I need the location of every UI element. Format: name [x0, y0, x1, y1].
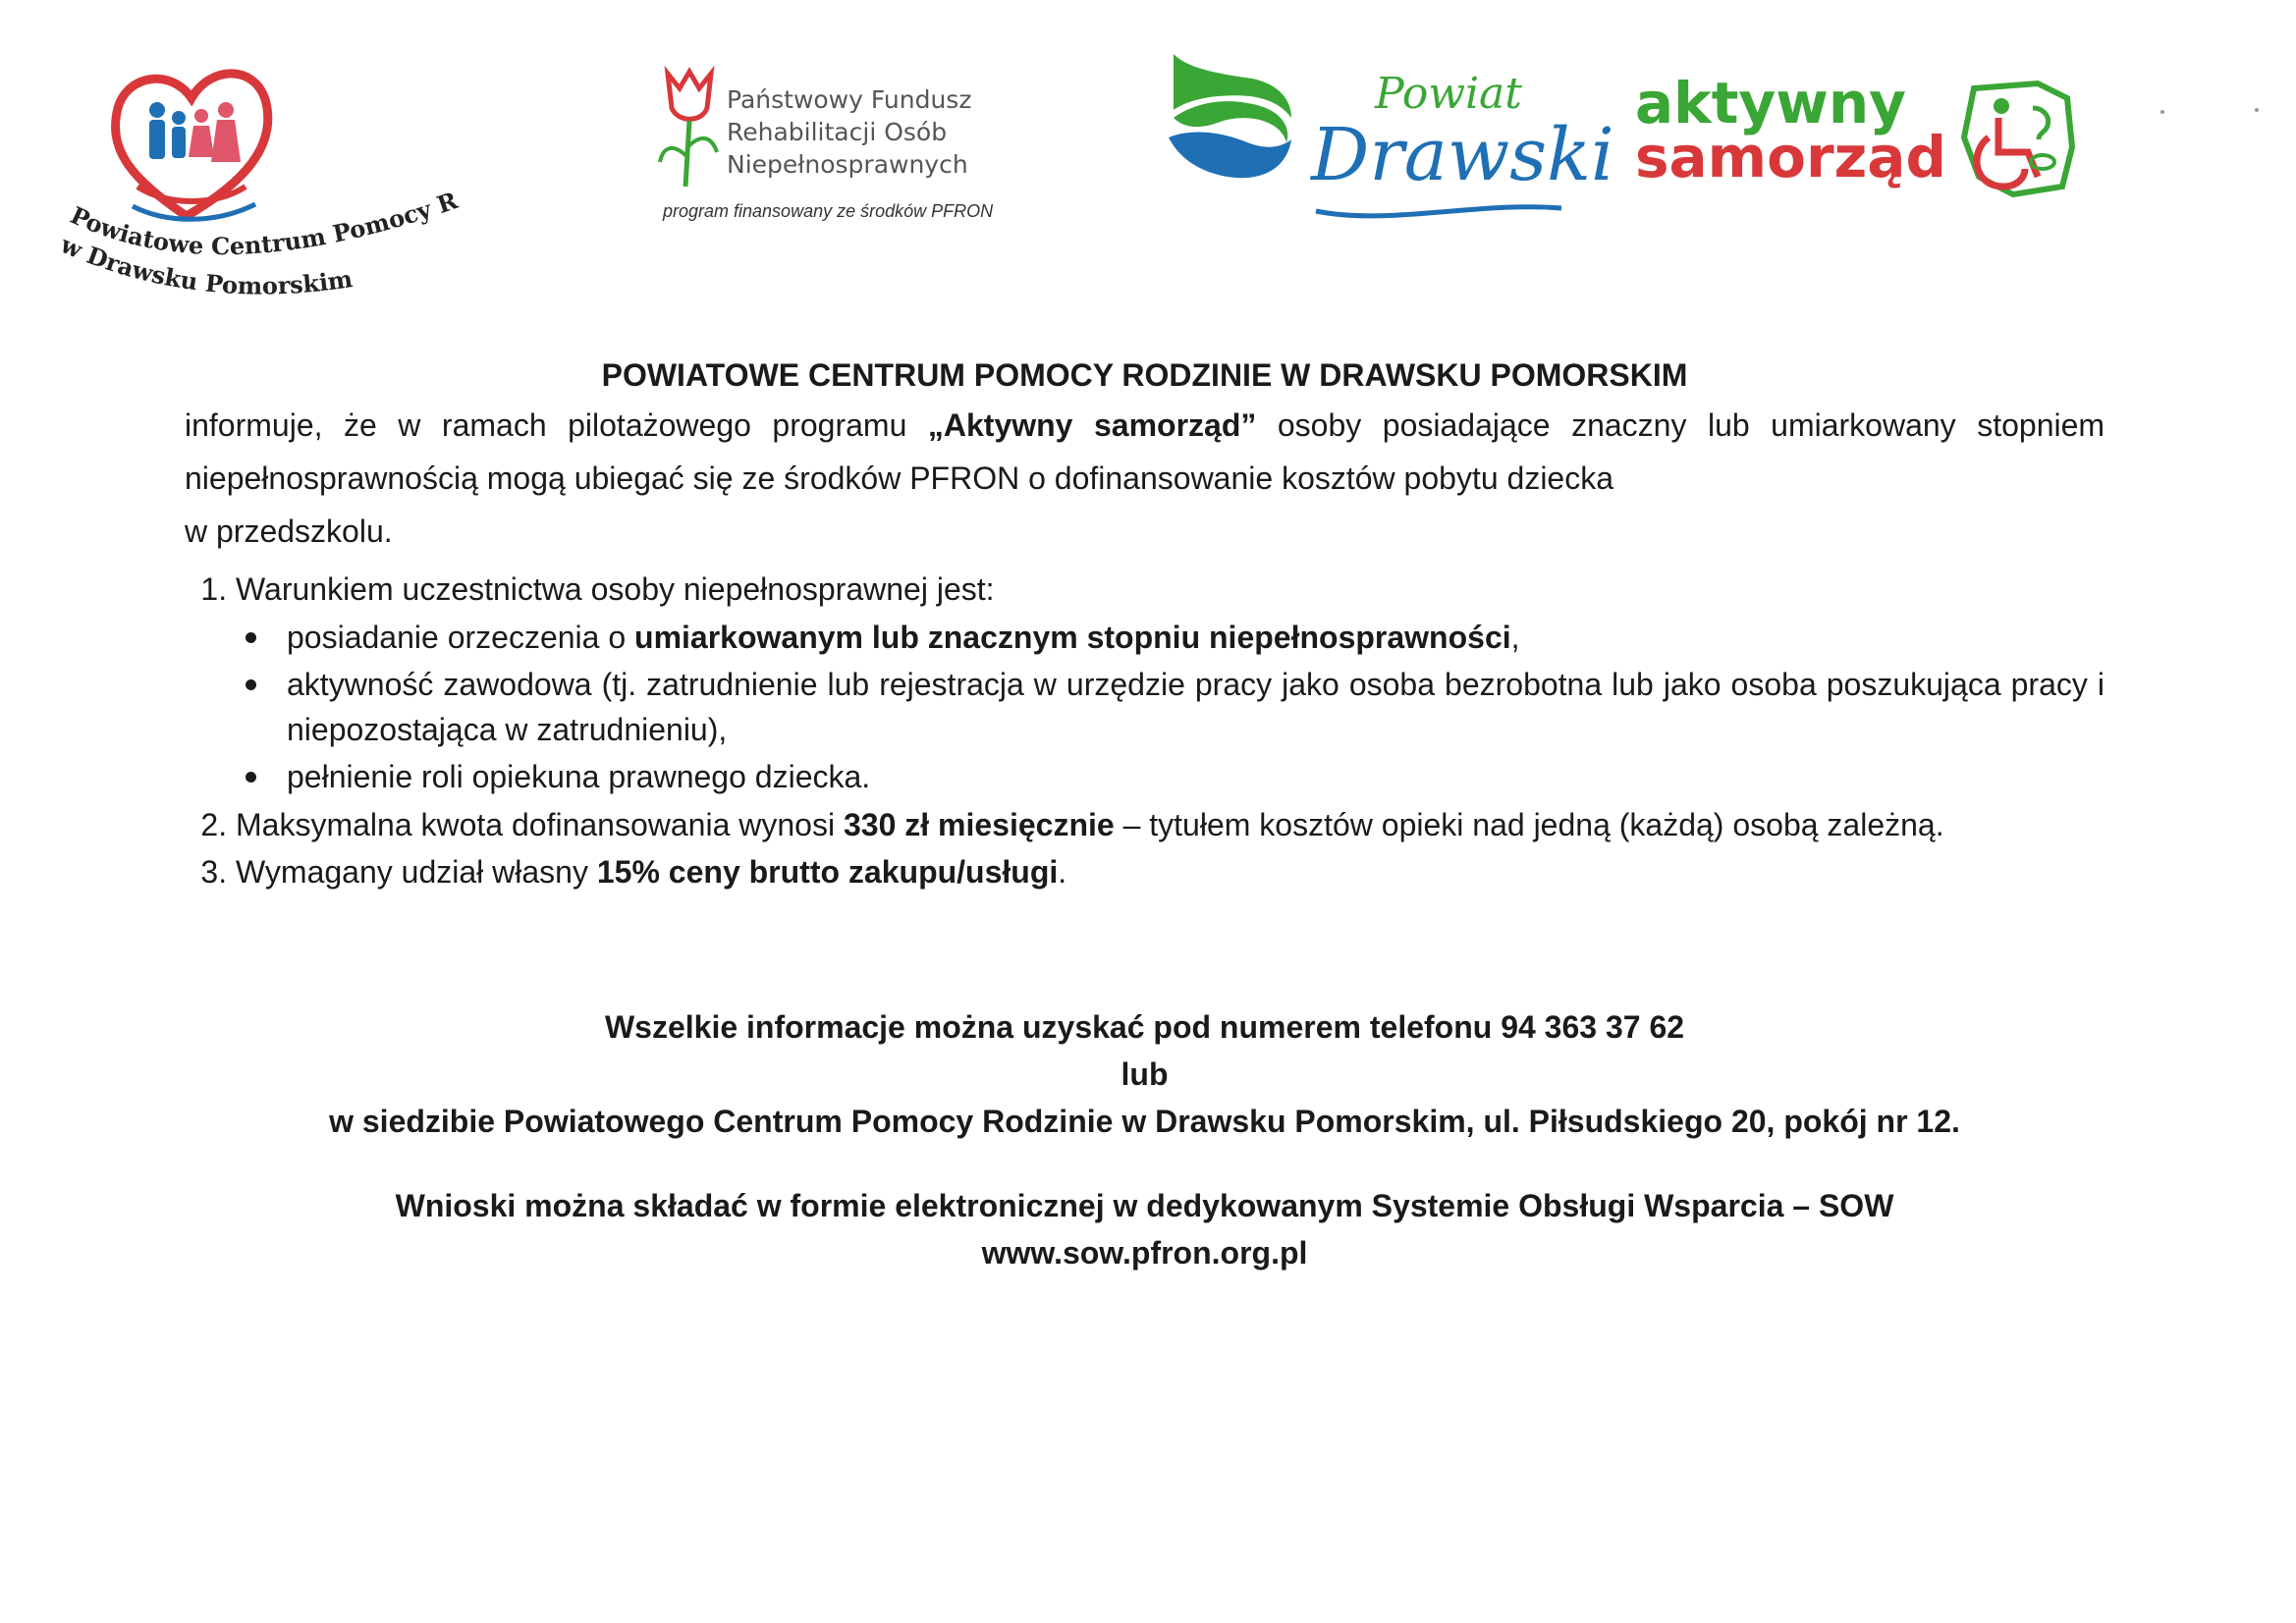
item1-bullets	[236, 615, 2105, 799]
drawski-underline-icon	[1311, 196, 1566, 226]
contact-phone: Wszelkie informacje można uzyskać pod numerem telefonu 94 363 37 62	[604, 1009, 1685, 1045]
item3-after: .	[1058, 854, 1067, 890]
application-info: Wnioski można składać w formie elektronicznej w dedykowanym Systemie Obsługi Wsparcia – SOW	[395, 1188, 1894, 1223]
list-item	[236, 566, 2105, 799]
tulip-icon	[648, 64, 727, 191]
conditions-list	[185, 566, 2105, 895]
contact-section	[185, 1003, 2105, 1276]
intro-paragraph	[185, 399, 2105, 558]
powiat-drawski-logo	[1164, 49, 1614, 216]
scan-speck	[2255, 108, 2259, 112]
list-item	[287, 662, 2105, 752]
item1-text: Warunkiem uczestnictwa osoby niepełnosprawnej jest:	[236, 571, 995, 607]
contact-or: lub	[1121, 1056, 1169, 1092]
bullet1-bold: umiarkowanym lub znacznym stopniu niepełnosprawności	[634, 620, 1511, 655]
intro-line3: w przedszkolu.	[185, 514, 393, 549]
item3-before: Wymagany udział własny	[236, 854, 597, 890]
bullet1-after: ,	[1510, 620, 1520, 655]
drawski-emblem-icon	[1164, 49, 1301, 187]
pfron-name-line1: Państwowy Fundusz	[727, 85, 972, 114]
pcpr-arc-text-2: w Drawsku Pomorskim	[56, 230, 355, 295]
bullet1-before: posiadanie orzeczenia o	[287, 620, 635, 655]
pfron-program-note: program finansowany ze środków PFRON	[663, 201, 994, 221]
intro-program-name: „Aktywny samorząd”	[927, 407, 1257, 443]
scan-speck	[2160, 110, 2164, 114]
intro-line2: stopniem niepełnosprawnością mogą ubiegać się ze środków PFRON o dofinansowanie kosztów pobytu dziecka	[185, 407, 2105, 496]
pcpr-arc-text-1: Powiatowe Centrum Pomocy R	[66, 186, 462, 261]
pfron-name-line3: Niepełnosprawnych	[727, 150, 968, 179]
list-item	[236, 801, 2105, 848]
bullet2-text: aktywność zawodowa (tj. zatrudnienie lub rejestracja w urzędzie pracy jako osoba bezrobotna lub jako osoba poszukująca pracy i niepozostająca w zatrudnieniu),	[287, 667, 2105, 747]
intro-before: informuje, że w ramach pilotażowego programu	[185, 407, 928, 443]
item2-after: – tytułem kosztów opieki nad jedną (każdą) osobą zależną.	[1114, 807, 1944, 842]
contact-address: w siedzibie Powiatowego Centrum Pomocy Rodzinie w Drawsku Pomorskim, ul. Piłsudskiego 20, pokój nr 12.	[329, 1104, 1960, 1139]
as-line1: aktywny	[1635, 70, 1906, 136]
drawski-name-text: Drawski	[1311, 113, 1614, 197]
spacer	[185, 1145, 2105, 1182]
sow-link[interactable]: www.sow.pfron.org.pl	[981, 1235, 1308, 1271]
item3-bold: 15% ceny brutto zakupu/usługi	[596, 854, 1059, 890]
item2-bold: 330 zł miesięcznie	[843, 807, 1115, 842]
heart-family-icon	[49, 49, 481, 295]
aktywny-samorzad-logo	[1635, 70, 2087, 211]
list-item	[236, 848, 2105, 895]
document-body	[185, 352, 2105, 895]
pcpr-logo	[49, 49, 481, 295]
intro-after: osoby posiadające znaczny lub umiarkowany	[1256, 407, 1956, 443]
wheelchair-map-icon	[1954, 79, 2082, 206]
pfron-name-line2: Rehabilitacji Osób	[727, 118, 948, 146]
pfron-name	[727, 83, 971, 181]
list-item	[287, 754, 2105, 799]
item2-before: Maksymalna kwota dofinansowania wynosi	[236, 807, 844, 842]
list-item	[287, 615, 2105, 660]
drawski-powiat-text: Powiat	[1375, 69, 1522, 119]
bullet3-text: pełnienie roli opiekuna prawnego dziecka.	[287, 759, 871, 794]
document-heading: POWIATOWE CENTRUM POMOCY RODZINIE W DRAWSKU POMORSKIM	[601, 357, 1688, 393]
pfron-logo	[648, 54, 1061, 231]
as-line2: samorząd	[1635, 124, 1946, 190]
